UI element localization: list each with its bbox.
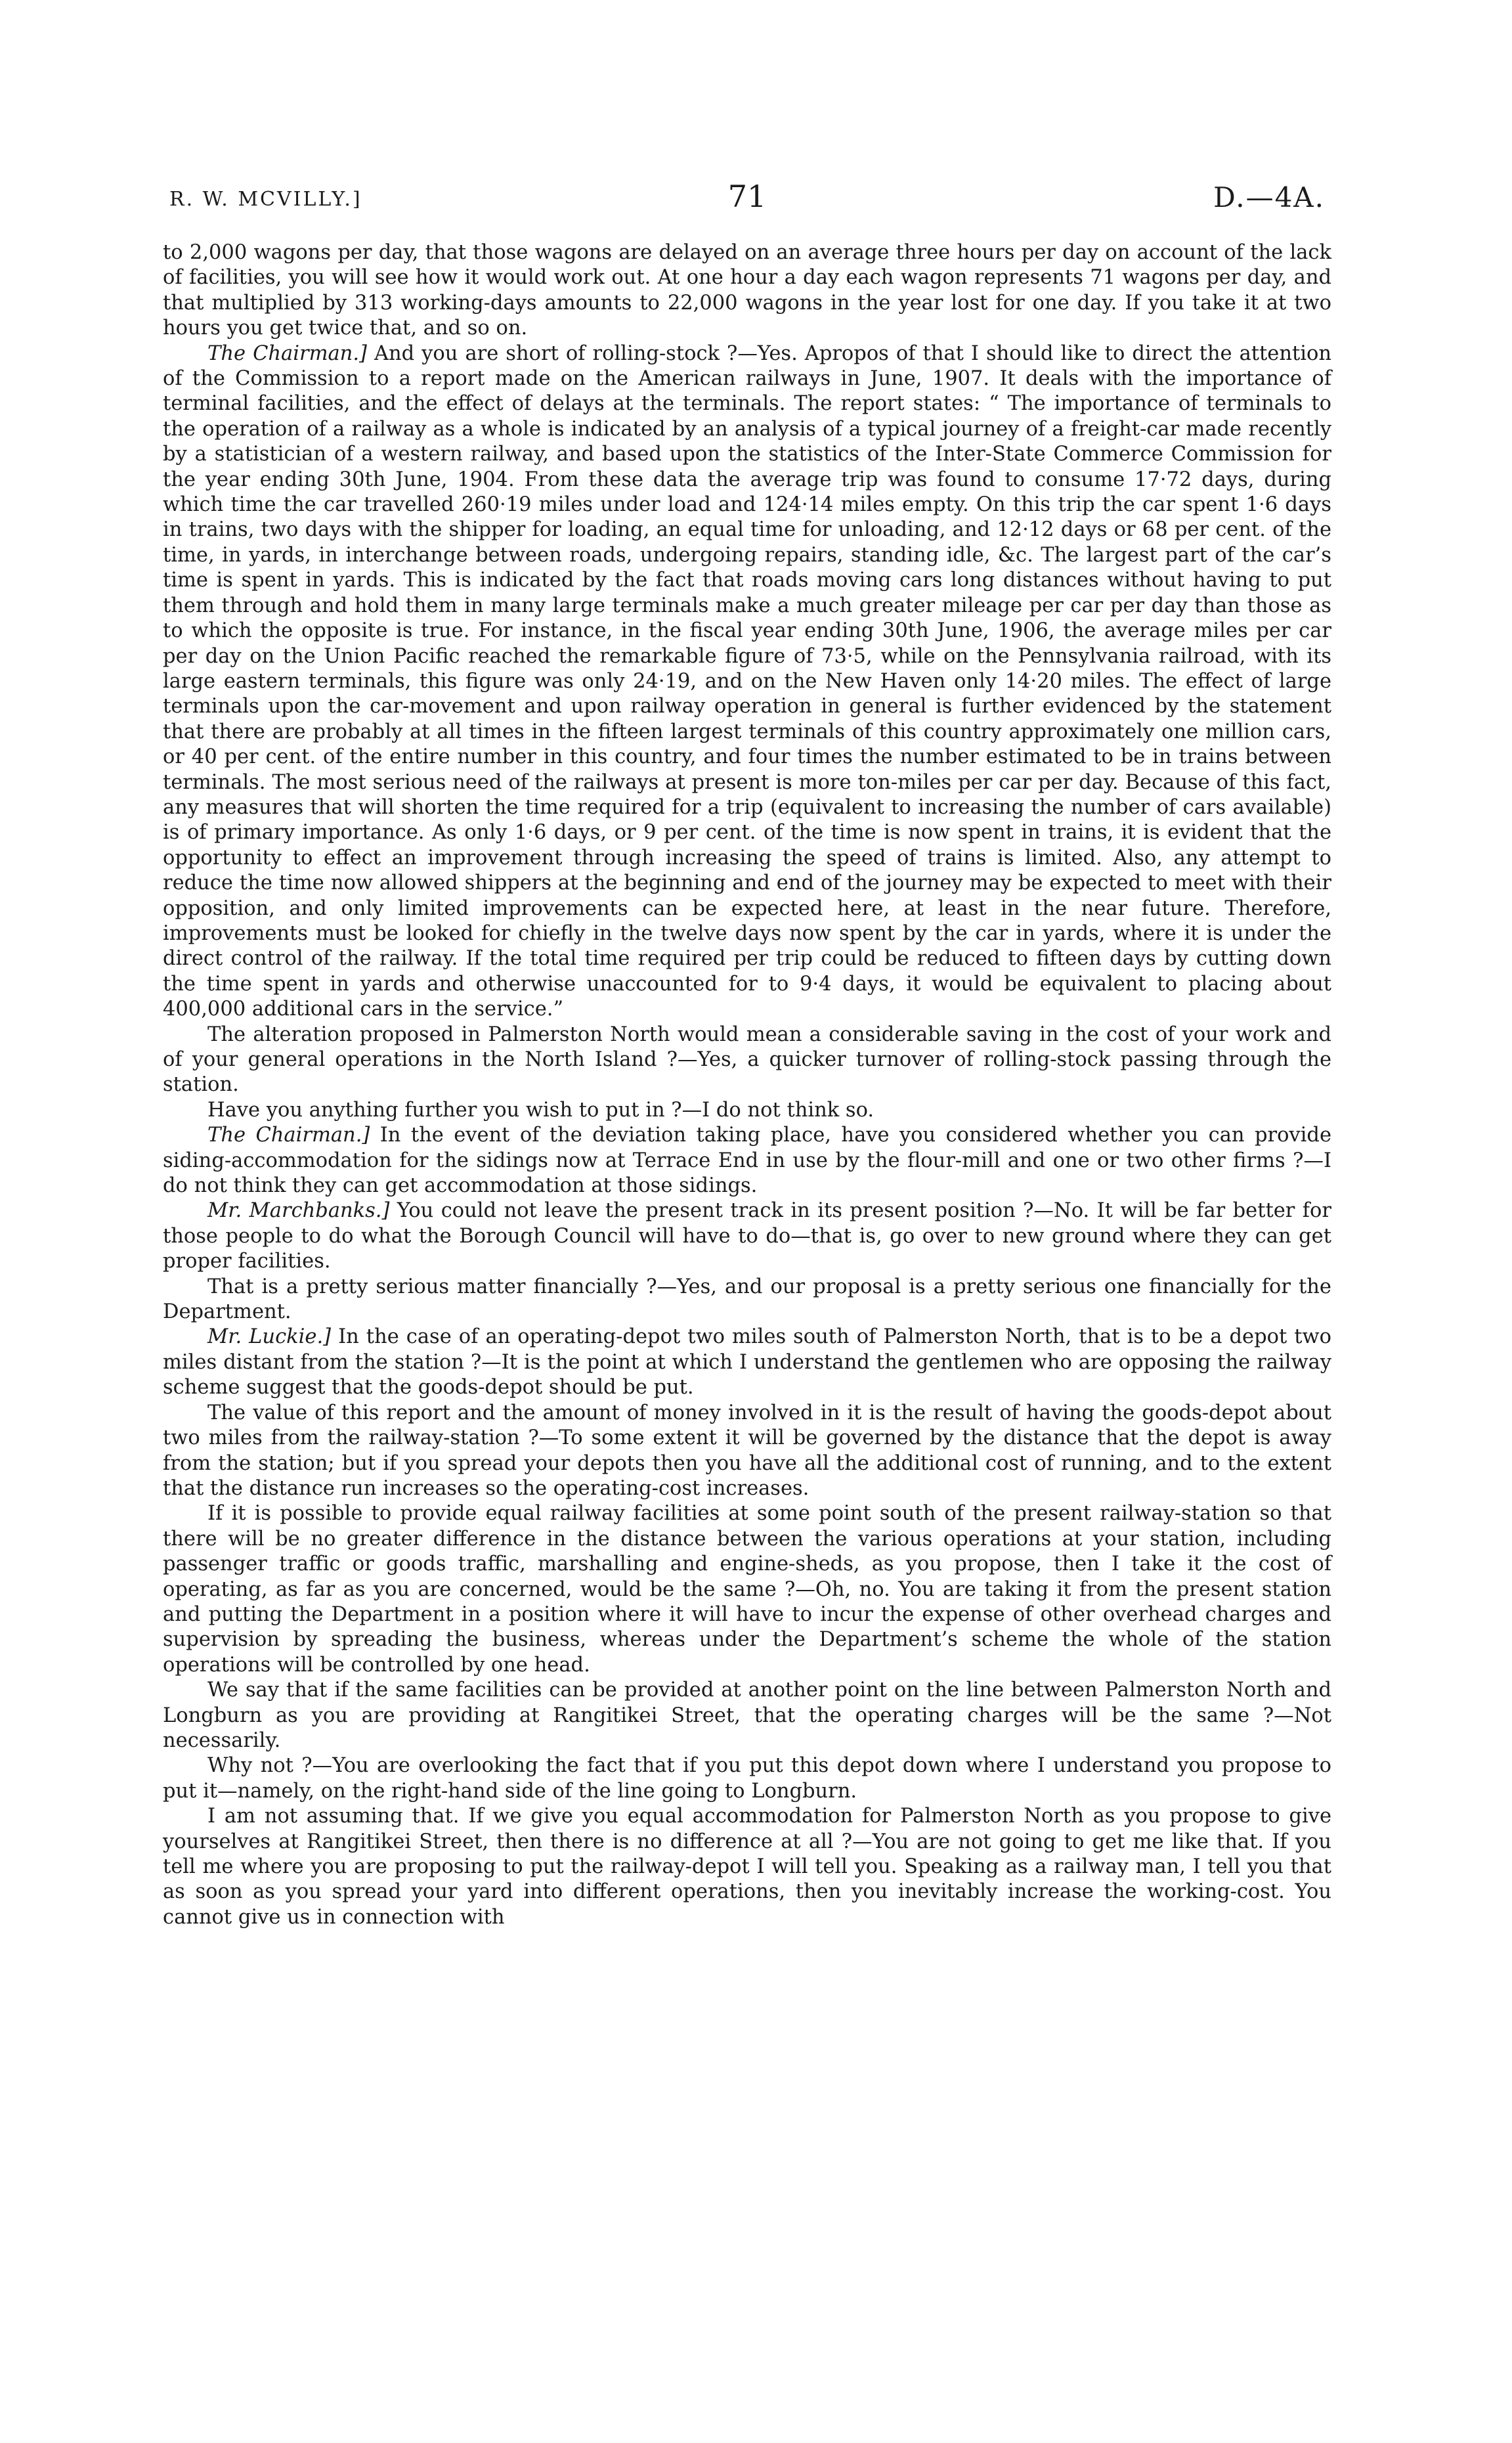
paragraph-text: The value of this report and the amount of money involved in it is the result of having the goods-depot about two miles from the railway-station ?—To some extent it will be governed by the distance that the depot is away from the station; but if you spread your depots then you have all the additional cost of running, and to the extent that the distance run increases so the operating-cost increases. bbox=[163, 1401, 1331, 1500]
paragraph bbox=[163, 240, 1331, 341]
paragraph bbox=[163, 1199, 1331, 1274]
paragraph-text: to 2,000 wagons per day, that those wagons are delayed on an average three hours per day on account of the lack of facilities, you will see how it would work out. At one hour a day each wagon represents 71 wagons per day, and that multiplied by 313 working-days amounts to 22,000 wagons in the year lost for one day. If you take it at two hours you get twice that, and so on. bbox=[163, 241, 1331, 340]
paragraph-text: Why not ?—You are overlooking the fact that if you put this depot down where I understand you propose to put it—namely, on the right-hand side of the line going to Longburn. bbox=[163, 1754, 1331, 1803]
speaker-label: The Chairman.] bbox=[207, 341, 367, 365]
paragraph bbox=[163, 1678, 1331, 1753]
paragraph bbox=[163, 1804, 1331, 1930]
paragraph-text: The alteration proposed in Palmerston North would mean a considerable saving in the cost of your work and of your general operations in the North Island ?—Yes, a quicker turnover of rolling-stock passing through the station. bbox=[163, 1023, 1331, 1097]
paragraph-text: I am not assuming that. If we give you equal accommodation for Palmerston North as you propose to give yourselves at Rangitikei Street, then there is no difference at all ?—You are not going to get me like that. If you tell me where you are proposing to put the railway-depot I will tell you. Speaking as a railway man, I tell you that as soon as you spread your yard into different operations, then you inevitably increase the working-cost. You cannot give us in connection with bbox=[163, 1805, 1331, 1929]
paragraph-text: You could not leave the present track in its present position ?—No. It will be far better for those people to do what the Borough Council will have to do—that is, go over to new ground where they can get proper facilities. bbox=[163, 1199, 1331, 1273]
page-header bbox=[163, 179, 1331, 221]
document-page bbox=[163, 179, 1331, 1930]
transcript-body bbox=[163, 240, 1331, 1930]
paragraph bbox=[163, 341, 1331, 1023]
paragraph-text: Have you anything further you wish to put in ?—I do not think so. bbox=[207, 1098, 875, 1122]
paragraph bbox=[163, 1123, 1331, 1199]
paragraph bbox=[163, 1023, 1331, 1098]
paragraph bbox=[163, 1401, 1331, 1502]
paragraph-text: In the case of an operating-depot two miles south of Palmerston North, that is to be a depot two miles distant from the station ?—It is the point at which I understand the gentlemen who are opposing the railway scheme suggest that the goods-depot should be put. bbox=[163, 1325, 1331, 1399]
paragraph bbox=[163, 1098, 1331, 1123]
paragraph bbox=[163, 1325, 1331, 1400]
paragraph bbox=[163, 1753, 1331, 1804]
paragraph-text: In the event of the deviation taking place, have you considered whether you can provide siding-accommodation for the sidings now at Terrace End in use by the flour-mill and one or two other firms ?—I do not think they can get accommodation at those sidings. bbox=[163, 1124, 1331, 1198]
speaker-label: Mr. Marchbanks.] bbox=[207, 1199, 390, 1223]
paragraph bbox=[163, 1275, 1331, 1325]
witness-name: R. W. MCVILLY.] bbox=[169, 188, 362, 211]
speaker-label: The Chairman.] bbox=[207, 1124, 370, 1147]
paragraph-text: We say that if the same facilities can be provided at another point on the line between Palmerston North and Longburn as you are providing at Rangitikei Street, that the operating charges will be the same ?—Not necessarily. bbox=[163, 1679, 1331, 1752]
paragraph-text: And you are short of rolling-stock ?—Yes. Apropos of that I should like to direct the attention of the Commission to a report made on the American railways in June, 1907. It deals with the importance of terminal facilities, and the effect of delays at the terminals. The report states: “ The importance of terminals to the operation of a railway as a whole is indicated by an analysis of a typical journey of a freight-car made recently by a statistician of a western railway, and based upon the statistics of the Inter-State Commerce Commission for the year ending 30th June, 1904. From these data the average trip was found to consume 17·72 days, during which time the car travelled 260·19 miles under load and 124·14 miles empty. On this trip the car spent 1·6 days in trains, two days with the shipper for loading, an equal time for unloading, and 12·12 days or 68 per cent. of the time, in yards, in interchange between roads, undergoing repairs, standing idle, &c. The largest part of the car’s time is spent in yards. This is indicated by the fact that roads moving cars long distances without having to put them through and hold them in many large terminals make a much greater mileage per car per day than those as to which the opposite is true. For instance, in the fiscal year ending 30th June, 1906, the average miles per car per day on the Union Pacific reached the remarkable figure of 73·5, while on the Pennsylvania railroad, with its large eastern terminals, this figure was only 24·19, and on the New Haven only 14·20 miles. The effect of large terminals upon the car-movement and upon railway operation in general is further evidenced by the statement that there are probably at all times in the fifteen largest terminals of this country approximately one million cars, or 40 per cent. of the entire number in this country, and four times the number estimated to be in trains between terminals. The most serious need of the railways at present is more ton-miles per car per day. Because of this fact, any measures that will shorten the time required for a trip (equivalent to increasing the number of cars available) is of primary importance. As only 1·6 days, or 9 per cent. of the time is now spent in trains, it is evident that the opportunity to effect an improvement through increasing the speed of trains is limited. Also, any attempt to reduce the time now allowed shippers at the beginning and end of the journey may be expected to meet with their opposition, and only limited improvements can be expected here, at least in the near future. Therefore, improvements must be looked for chiefly in the twelve days now spent by the car in yards, where it is under the direct control of the railway. If the total time required per trip could be reduced to fifteen days by cutting down the time spent in yards and otherwise unaccounted for to 9·4 days, it would be equivalent to placing about 400,000 additional cars in the service.” bbox=[163, 341, 1331, 1021]
paragraph-text: If it is possible to provide equal railway facilities at some point south of the present railway-station so that there will be no greater difference in the distance between the various operations at your station, including passenger traffic or goods traffic, marshalling and engine-sheds, as you propose, then I take it the cost of operating, as far as you are concerned, would be the same ?—Oh, no. You are taking it from the present station and putting the Department in a position where it will have to incur the expense of other overhead charges and supervision by spreading the business, whereas under the Department’s scheme the whole of the station operations will be controlled by one head. bbox=[163, 1502, 1331, 1677]
speaker-label: Mr. Luckie.] bbox=[207, 1325, 332, 1349]
page-number: 71 bbox=[727, 179, 767, 214]
paragraph-text: That is a pretty serious matter financially ?—Yes, and our proposal is a pretty serious one financially for the Department. bbox=[163, 1275, 1331, 1324]
paragraph bbox=[163, 1501, 1331, 1678]
document-reference: D.—4A. bbox=[1213, 181, 1325, 213]
